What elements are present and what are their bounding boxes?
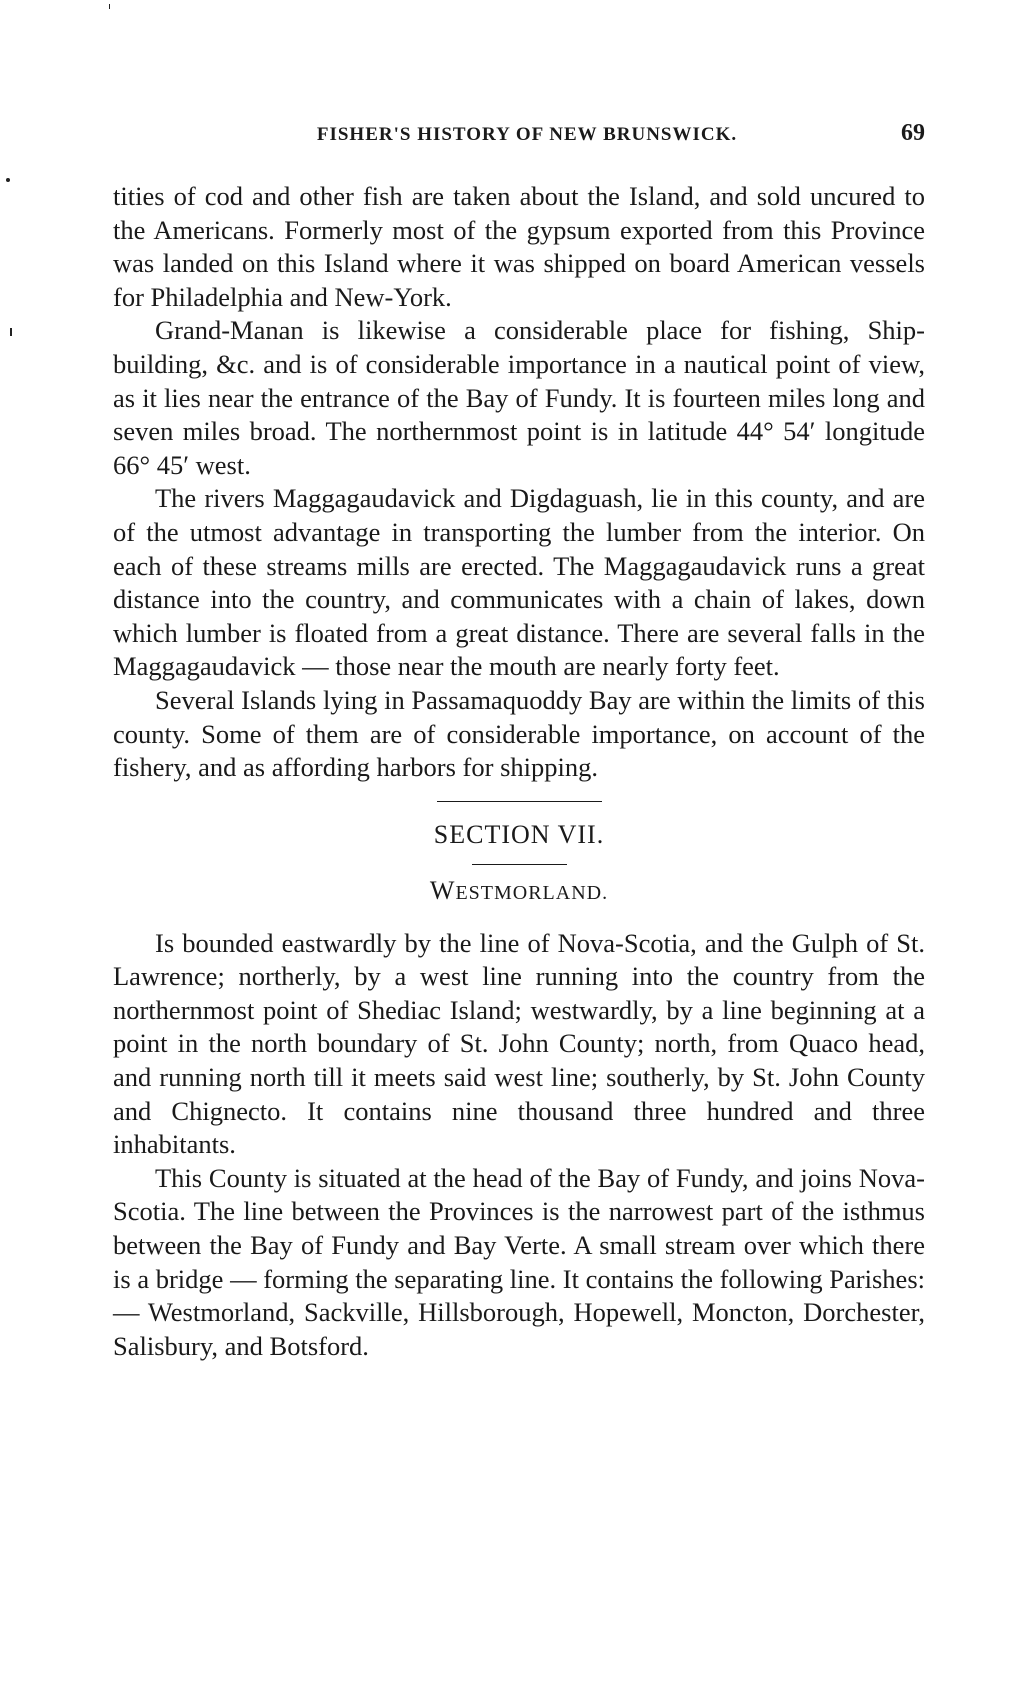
paragraph: Is bounded eastwardly by the line of Nova-Scotia, and the Gulph of St. Lawrence; northerly, by a west line running into the country from the northernmost point of Shediac Island; westwardly, by a line beginning at a point in the north boundary of St. John County; north, from Quaco head, and running north till it meets said west line; southerly, by St. John County and Chignecto. It contains nine thousand three hundred and three inhabitants. [113, 927, 925, 1160]
section-subheading: WESTMORLAND. [429, 875, 609, 905]
body-text [113, 180, 925, 1363]
page-header [113, 112, 925, 160]
running-title: FISHER'S HISTORY OF NEW BRUNSWICK. [316, 124, 738, 145]
section-divider [437, 801, 602, 802]
paragraph: tities of cod and other fish are taken about the Island, and sold uncured to the Americans. Formerly most of the gypsum exported from this Province was landed on this Island where it was shipped on board American vessels for Philadelphia and New-York. [113, 181, 925, 312]
page-number: 69 [901, 120, 925, 146]
paragraph: Grand-Manan is likewise a considerable place for fishing, Ship-building, &c. and is of considerable importance in a nautical point of view, as it lies near the entrance of the Bay of Fundy. It is fourteen miles long and seven miles broad. The northernmost point is in latitude 44° 54′ longitude 66° 45′ west. [113, 315, 925, 480]
heading-divider [472, 864, 567, 865]
scan-speck [109, 4, 110, 9]
scan-speck [6, 178, 10, 182]
paragraph: Several Islands lying in Passamaquoddy Bay are within the limits of this county. Some of them are of considerable importance, on account of the fishery, and as affording harbors for shipping. [113, 684, 925, 783]
scan-speck [10, 328, 12, 336]
paragraph: The rivers Maggagaudavick and Digdaguash, lie in this county, and are of the utmost advantage in transporting the lumber from the interior. On each of these streams mills are erected. The Maggagaudavick runs a great distance into the country, and communicates with a chain of lakes, down which lumber is floated from a great distance. There are several falls in the Maggagaudavick — those near the mouth are nearly forty feet. [113, 483, 925, 682]
paragraph: This County is situated at the head of the Bay of Fundy, and joins Nova-Scotia. The line between the Provinces is the narrowest part of the isthmus between the Bay of Fundy and Bay Verte. A small stream over which there is a bridge — forming the separating line. It contains the following Parishes: — Westmorland, Sackville, Hillsborough, Hopewell, Moncton, Dorchester, Salisbury, and Botsford. [113, 1162, 925, 1361]
section-heading: SECTION VII. [433, 819, 605, 849]
